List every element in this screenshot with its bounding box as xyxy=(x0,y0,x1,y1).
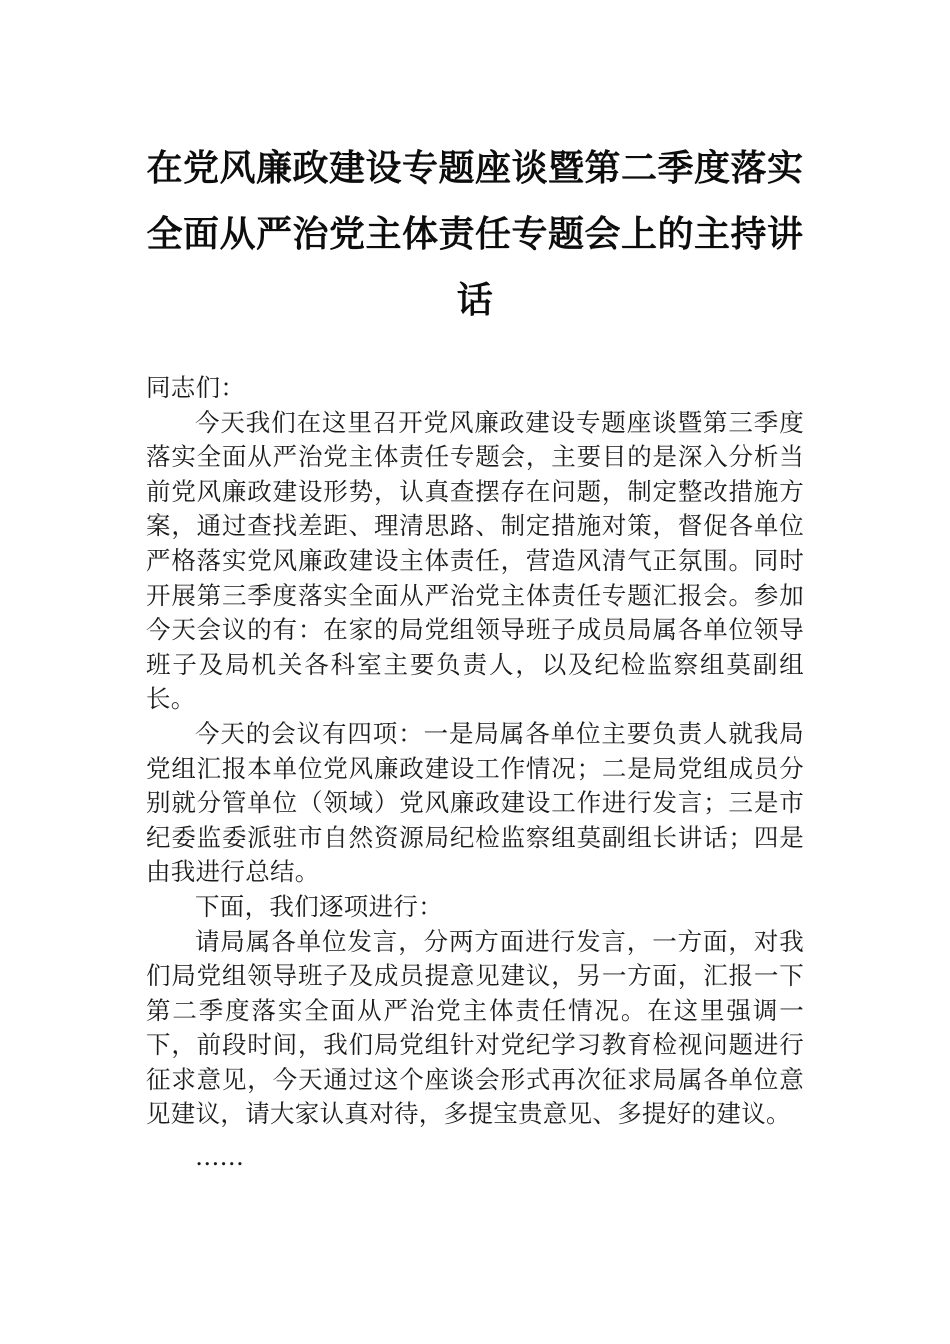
document-body xyxy=(146,371,804,1175)
ellipsis: …… xyxy=(195,1142,244,1172)
paragraph-agenda: 今天的会议有四项：一是局属各单位主要负责人就我局党组汇报本单位党风廉政建设工作情况；二是局党组成员分别就分管单位（领域）党风廉政建设工作进行发言；三是市纪委监委派驻市自然资源局纪检监察组莫副组长讲话；四是由我进行总结。 xyxy=(146,718,804,887)
document-title: 在党风廉政建设专题座谈暨第二季度落实全面从严治党主体责任专题会上的主持讲话 xyxy=(146,147,804,321)
salutation: 同志们： xyxy=(146,373,246,402)
paragraph-request: 请局属各单位发言，分两方面进行发言，一方面，对我们局党组领导班子及成员提意见建议，另一方面，汇报一下第二季度落实全面从严治党主体责任情况。在这里强调一下，前段时间，我们局党组针对党纪学习教育检视问题进行征求意见，今天通过这个座谈会形式再次征求局属各单位意见建议，请大家认真对待，多提宝贵意见、多提好的建议。 xyxy=(146,926,804,1129)
paragraph-opening: 今天我们在这里召开党风廉政建设专题座谈暨第三季度落实全面从严治党主体责任专题会，主要目的是深入分析当前党风廉政建设形势，认真查摆存在问题，制定整改措施方案，通过查找差距、理清思路、制定措施对策，督促各单位严格落实党风廉政建设主体责任，营造风清气正氛围。同时开展第三季度落实全面从严治党主体责任专题汇报会。参加今天会议的有：在家的局党组领导班子成员局属各单位领导班子及局机关各科室主要负责人，以及纪检监察组莫副组长。 xyxy=(146,407,804,714)
paragraph-proceed: 下面，我们逐项进行： xyxy=(195,891,443,921)
